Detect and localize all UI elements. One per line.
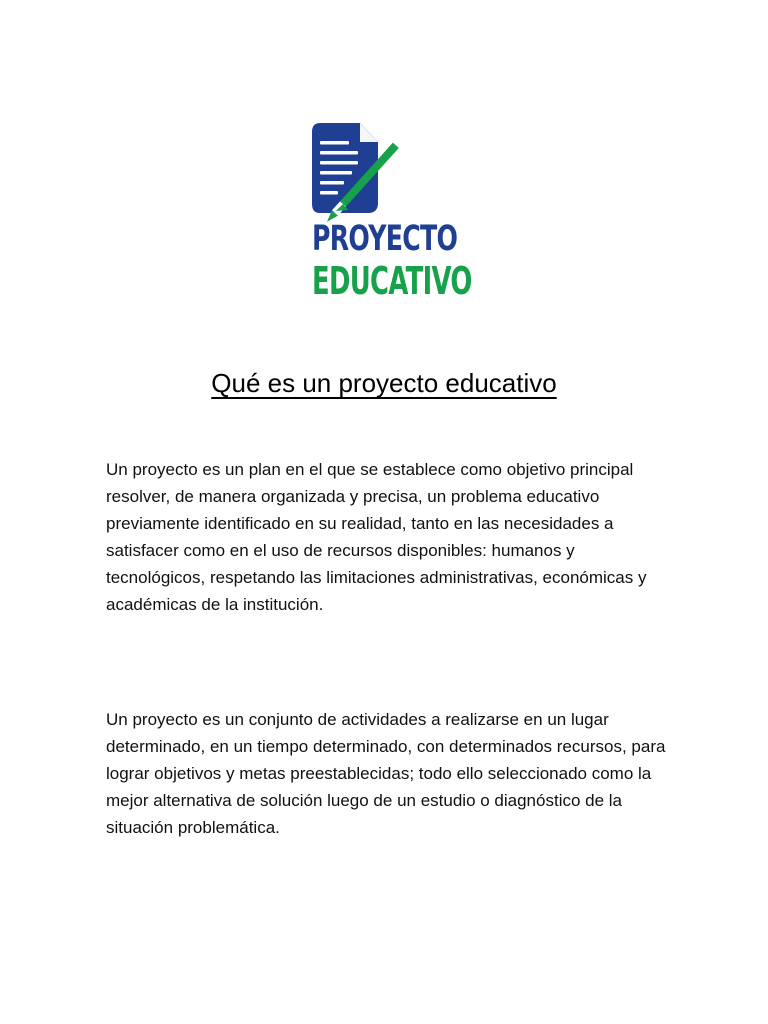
paragraph-1: Un proyecto es un plan en el que se establece como objetivo principal resolver, de manera organizada y precisa, un problema educativo previamente identificado en su realidad, tanto en las necesidades a satisfacer como en el uso de recursos disponibles: humanos y tecnológicos, respetando las limitaciones administrativas, económicas y académicas de la institución. <box>106 460 647 614</box>
logo-wordmark-line-2: EDUCATIVO <box>312 259 472 303</box>
document-pencil-icon <box>312 118 408 218</box>
paragraph-2: Un proyecto es un conjunto de actividades a realizarse en un lugar determinado, en un tiempo determinado, con determinados recursos, para lograr objetivos y metas preestablecidas; todo ello seleccionado como la mejor alternativa de solución luego de un estudio o diagnóstico de la situación problemática. <box>106 710 666 837</box>
logo-wordmark-line-1: PROYECTO <box>312 219 458 259</box>
proyecto-educativo-logo <box>304 118 472 303</box>
document-title: Qué es un proyecto educativo <box>211 368 557 398</box>
